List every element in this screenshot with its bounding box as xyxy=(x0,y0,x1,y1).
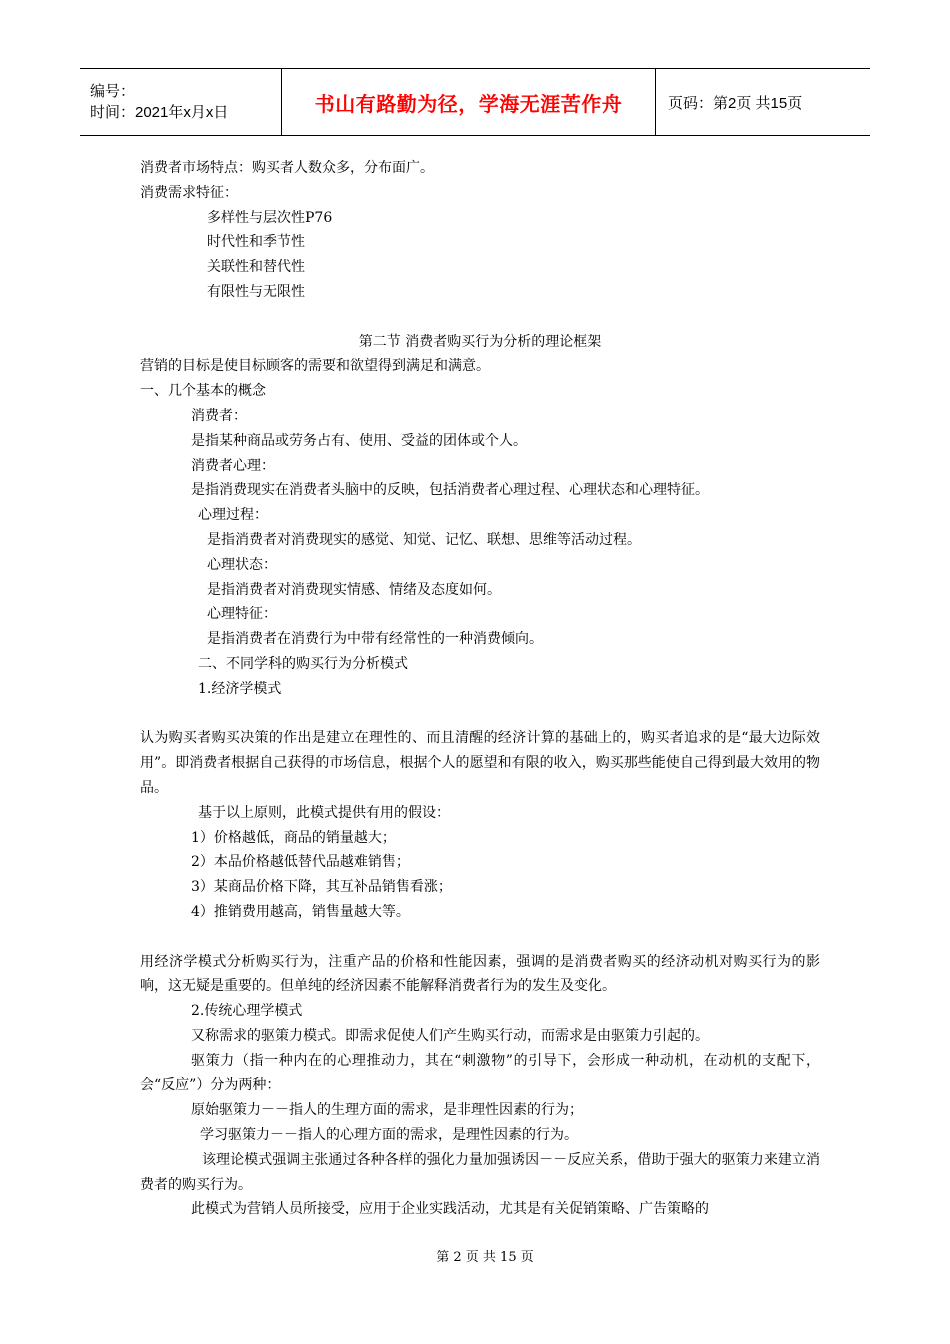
text-line: 二、不同学科的购买行为分析模式 xyxy=(198,655,408,672)
text-line: 原始驱策力－－指人的生理方面的需求，是非理性因素的行为； xyxy=(191,1102,583,1119)
text-line: 2.传统心理学模式 xyxy=(191,1003,303,1020)
text-line: 时代性和季节性 xyxy=(207,234,305,251)
text-line: 消费者市场特点：购买者人数众多，分布面广。 xyxy=(140,160,434,176)
header-meta xyxy=(80,69,282,135)
page-footer: 第 2 页 共 15 页 xyxy=(436,1250,534,1265)
paragraph: 驱策力（指一种内在的心理推动力，其在“刺激物”的引导下，会形成一种动机，在动机的支配下，会“反应”）分为两种： xyxy=(140,1052,820,1094)
text-line: 多样性与层次性P76 xyxy=(207,209,333,226)
text-line: 营销的目标是使目标顾客的需要和欲望得到满足和满意。 xyxy=(140,358,490,375)
text-line: 此模式为营销人员所接受，应用于企业实践活动，尤其是有关促销策略、广告策略的 xyxy=(191,1201,709,1218)
text-line: 消费者： xyxy=(191,407,247,424)
text-line: 心理特征： xyxy=(207,606,277,623)
page-header xyxy=(80,68,870,136)
section-heading: 第二节 消费者购买行为分析的理论框架 xyxy=(358,333,602,350)
document-number-label: 编号： xyxy=(90,83,136,100)
header-motto: 书山有路勤为径，学海无涯苦作舟 xyxy=(282,69,656,135)
text-line: 是指消费现实在消费者头脑中的反映，包括消费者心理过程、心理状态和心理特征。 xyxy=(191,482,709,499)
text-line: 有限性与无限性 xyxy=(207,283,305,300)
paragraph: 该理论模式强调主张通过各种各样的强化力量加强诱因－－反应关系，借助于强大的驱策力来建立消费者的购买行为。 xyxy=(140,1151,820,1193)
text-line: 又称需求的驱策力模式。即需求促使人们产生购买行动，而需求是由驱策力引起的。 xyxy=(191,1027,709,1044)
text-line: 消费需求特征： xyxy=(140,184,238,201)
text-line: 基于以上原则，此模式提供有用的假设： xyxy=(198,804,450,821)
text-line: 消费者心理： xyxy=(191,457,275,474)
header-page-label: 页码：第2页 共15页 xyxy=(668,94,803,112)
text-line: 心理状态： xyxy=(207,556,277,573)
document-body xyxy=(140,156,820,1222)
text-line: 心理过程： xyxy=(198,507,268,524)
paragraph: 认为购买者购买决策的作出是建立在理性的、而且清醒的经济计算的基础上的，购买者追求的是“最大边际效用”。即消费者根据自己获得的市场信息，根据个人的愿望和有限的收入，购买那些能使自己得到最大效用的物品。 xyxy=(140,730,820,796)
text-line: 1）价格越低，商品的销量越大； xyxy=(191,829,396,846)
text-line: 4）推销费用越高，销售量越大等。 xyxy=(191,903,410,920)
paragraph: 用经济学模式分析购买行为，注重产品的价格和性能因素，强调的是消费者购买的经济动机对购买行为的影响，这无疑是重要的。但单纯的经济因素不能解释消费者行为的发生及变化。 xyxy=(140,953,820,995)
text-line: 一、几个基本的概念 xyxy=(140,383,266,400)
text-line: 关联性和替代性 xyxy=(207,259,305,276)
text-line: 2）本品价格越低替代品越难销售； xyxy=(191,854,410,871)
text-line: 是指消费者在消费行为中带有经常性的一种消费倾向。 xyxy=(207,631,543,648)
text-line: 学习驱策力－－指人的心理方面的需求，是理性因素的行为。 xyxy=(200,1127,578,1144)
text-line: 1.经济学模式 xyxy=(198,680,282,697)
text-line: 是指消费者对消费现实情感、情绪及态度如何。 xyxy=(207,581,501,598)
text-line: 3）某商品价格下降，其互补品销售看涨； xyxy=(191,879,452,896)
text-line: 是指某种商品或劳务占有、使用、受益的团体或个人。 xyxy=(191,432,527,449)
text-line: 是指消费者对消费现实的感觉、知觉、记忆、联想、思维等活动过程。 xyxy=(207,531,641,548)
document-time-label: 时间：2021年x月x日 xyxy=(90,104,229,121)
